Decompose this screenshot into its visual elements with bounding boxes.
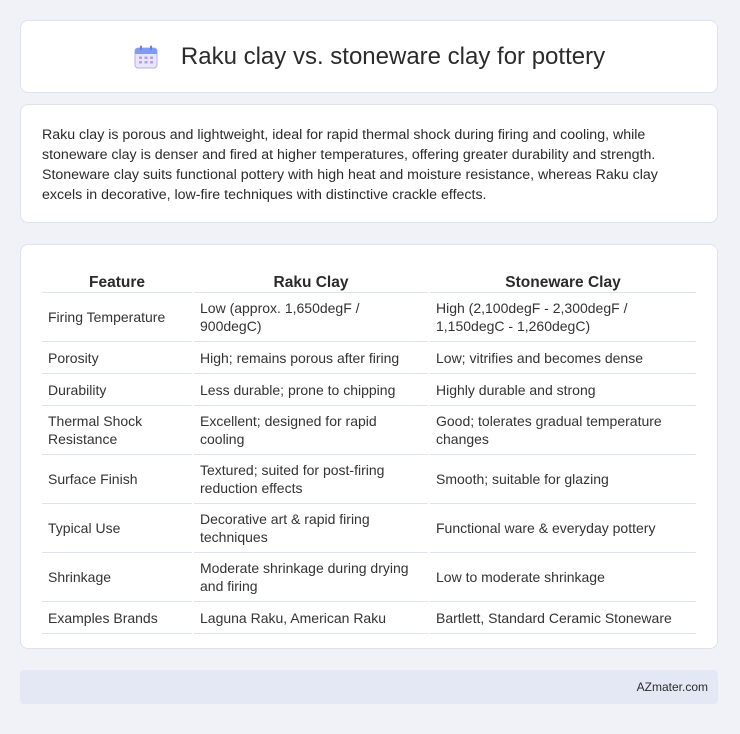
table-row	[42, 602, 696, 634]
feature-cell: Shrinkage	[42, 553, 192, 602]
footer-bar	[20, 670, 718, 704]
raku-cell: High; remains porous after firing	[194, 342, 428, 374]
comparison-table	[40, 265, 698, 634]
raku-cell: Excellent; designed for rapid cooling	[194, 406, 428, 455]
stoneware-cell: Bartlett, Standard Ceramic Stoneware	[430, 602, 696, 634]
stoneware-cell: Highly durable and strong	[430, 374, 696, 406]
stoneware-cell: Good; tolerates gradual temperature changes	[430, 406, 696, 455]
raku-cell: Low (approx. 1,650degF / 900degC)	[194, 293, 428, 342]
stoneware-cell: Smooth; suitable for glazing	[430, 455, 696, 504]
description-card	[20, 104, 718, 223]
stoneware-cell: Functional ware & everyday pottery	[430, 504, 696, 553]
description-text: Raku clay is porous and lightweight, ideal for rapid thermal shock during firing and cooling, while stoneware clay is denser and fired at higher temperatures, offering greater durability and strength. Stoneware clay suits functional pottery with high heat and moisture resistance, whereas Raku clay excels in decorative, low-fire techniques with distinctive crackle effects.	[42, 127, 658, 203]
feature-cell: Porosity	[42, 342, 192, 374]
raku-cell: Less durable; prone to chipping	[194, 374, 428, 406]
footer-brand[interactable]: AZmater.com	[636, 680, 708, 694]
stoneware-cell: Low; vitrifies and becomes dense	[430, 342, 696, 374]
raku-cell: Textured; suited for post-firing reduction effects	[194, 455, 428, 504]
feature-cell: Thermal Shock Resistance	[42, 406, 192, 455]
table-row	[42, 553, 696, 602]
table-row	[42, 455, 696, 504]
header-raku-clay: Raku Clay	[194, 265, 428, 293]
calendar-icon	[133, 44, 159, 70]
raku-cell: Laguna Raku, American Raku	[194, 602, 428, 634]
feature-cell: Durability	[42, 374, 192, 406]
table-row	[42, 406, 696, 455]
header-stoneware-clay: Stoneware Clay	[430, 265, 696, 293]
table-row	[42, 374, 696, 406]
comparison-table-card	[20, 244, 718, 649]
feature-cell: Typical Use	[42, 504, 192, 553]
feature-cell: Firing Temperature	[42, 293, 192, 342]
table-header-row	[42, 265, 696, 293]
stoneware-cell: Low to moderate shrinkage	[430, 553, 696, 602]
title-card	[20, 20, 718, 93]
feature-cell: Surface Finish	[42, 455, 192, 504]
raku-cell: Decorative art & rapid firing techniques	[194, 504, 428, 553]
page-title: Raku clay vs. stoneware clay for pottery	[180, 42, 606, 70]
table-row	[42, 342, 696, 374]
feature-cell: Examples Brands	[42, 602, 192, 634]
stoneware-cell: High (2,100degF - 2,300degF / 1,150degC - 1,260degC)	[430, 293, 696, 342]
table-row	[42, 293, 696, 342]
table-row	[42, 504, 696, 553]
raku-cell: Moderate shrinkage during drying and firing	[194, 553, 428, 602]
header-feature: Feature	[42, 265, 192, 293]
